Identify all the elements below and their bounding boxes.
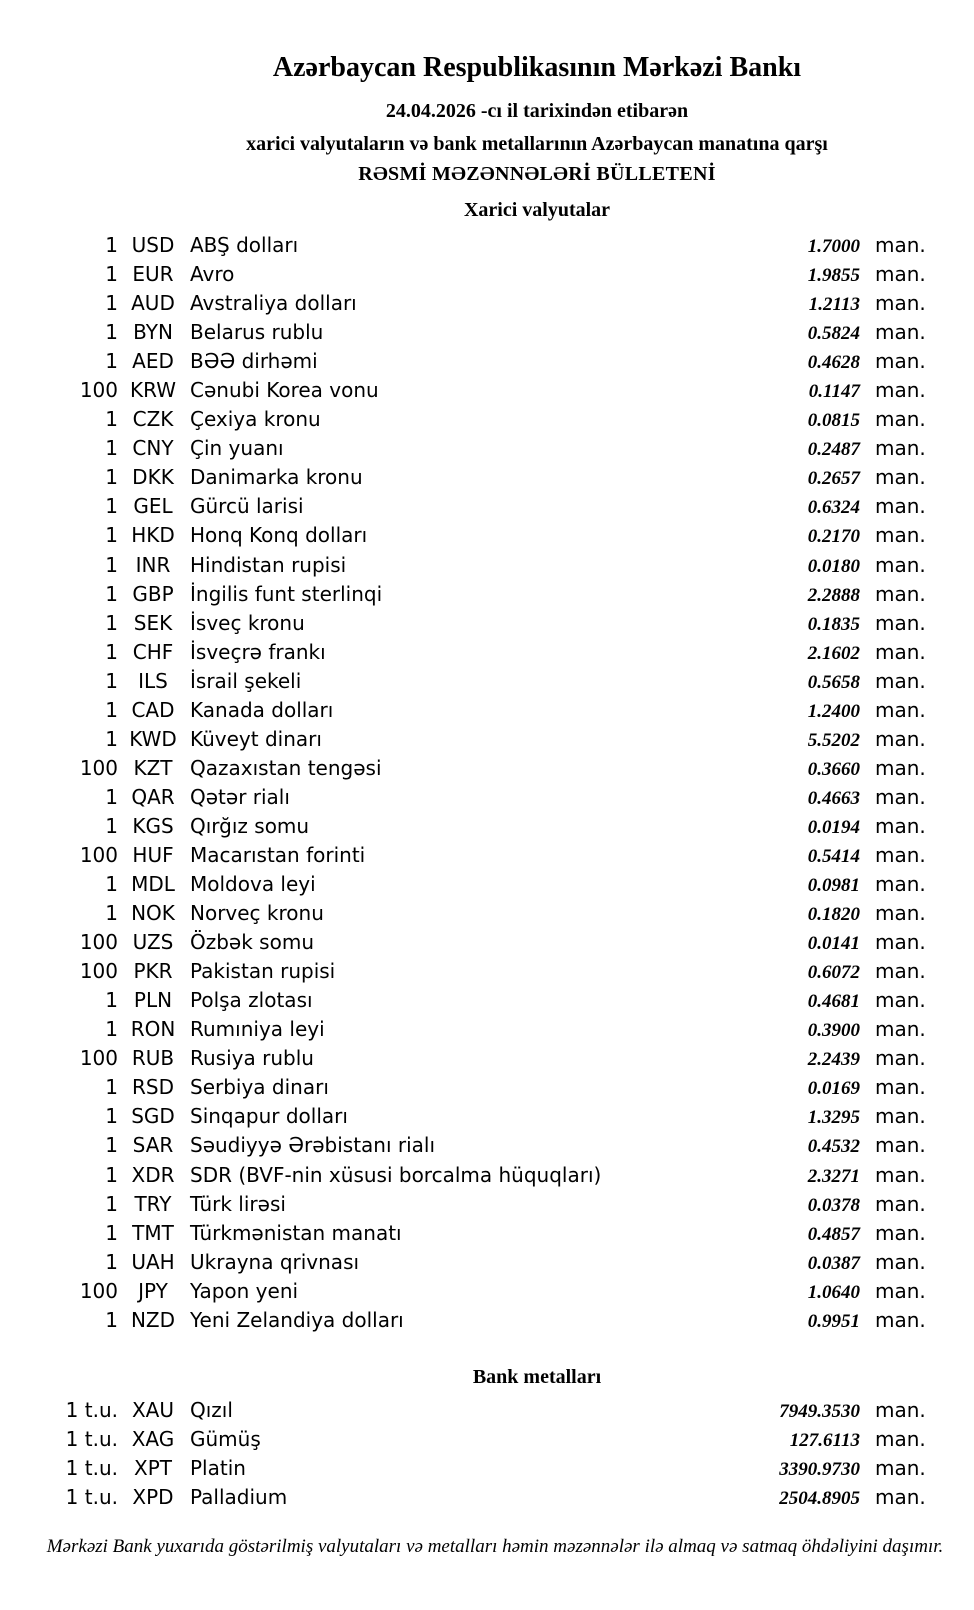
unit-label: man.: [875, 784, 926, 809]
metals-table: [0, 1396, 974, 1512]
metal-name: Gümüş: [190, 1427, 261, 1452]
bank-title: Azərbaycan Respublikasının Mərkəzi Bankı: [272, 52, 802, 83]
currency-row: [0, 1131, 974, 1160]
currencies-section-title: Xarici valyutalar: [463, 199, 611, 221]
currency-code: CHF: [132, 639, 174, 664]
metal-code: XPD: [132, 1485, 174, 1510]
unit-label: man.: [875, 1485, 926, 1510]
metal-quantity: 1 t.u.: [65, 1456, 118, 1481]
currency-row: [0, 434, 974, 463]
currency-name: Ukrayna qrivnası: [190, 1249, 360, 1274]
currency-code: TMT: [132, 1220, 174, 1245]
currency-name: Gürcü larisi: [190, 494, 304, 519]
currency-code: XDR: [131, 1162, 175, 1187]
currency-code: JPY: [138, 1278, 168, 1303]
unit-label: man.: [875, 1456, 926, 1481]
currency-quantity: 1: [105, 291, 118, 316]
currency-name: Moldova leyi: [190, 872, 316, 897]
currency-rate: 0.4681: [807, 991, 860, 1013]
currency-rate: 5.5202: [807, 729, 860, 751]
metals-section-title: Bank metalları: [472, 1366, 602, 1388]
currency-quantity: 1: [105, 784, 118, 809]
currency-name: İsveçrə frankı: [190, 639, 326, 664]
metal-row: [0, 1483, 974, 1512]
currency-row: [0, 899, 974, 928]
currency-quantity: 100: [79, 842, 118, 867]
currency-name: Danimarka kronu: [190, 465, 363, 490]
currency-row: [0, 376, 974, 405]
currency-quantity: 1: [105, 1220, 118, 1245]
metal-row: [0, 1454, 974, 1483]
metal-rate: 3390.9730: [779, 1459, 860, 1481]
currency-quantity: 100: [79, 959, 118, 984]
effective-date: 24.04.2026 -cı il tarixindən etibarən: [385, 100, 689, 122]
currency-quantity: 1: [105, 436, 118, 461]
currency-rate: 0.1147: [808, 381, 860, 403]
unit-label: man.: [875, 726, 926, 751]
currency-rate: 0.2170: [807, 526, 860, 548]
currency-code: UAH: [131, 1249, 175, 1274]
currency-name: Küveyt dinarı: [190, 726, 322, 751]
currency-quantity: 1: [105, 1133, 118, 1158]
unit-label: man.: [875, 930, 926, 955]
currency-quantity: 100: [79, 930, 118, 955]
unit-label: man.: [875, 697, 926, 722]
unit-label: man.: [875, 1398, 926, 1422]
currency-rate: 0.0815: [807, 410, 860, 432]
currency-row: [0, 638, 974, 667]
currency-code: MDL: [131, 872, 175, 897]
currency-name: BƏƏ dirhəmi: [190, 349, 318, 374]
bulletin-subtitle: xarici valyutaların və bank metallarının Azərbaycan manatına qarşı: [246, 133, 828, 155]
metal-code: XAG: [131, 1427, 175, 1452]
currency-name: Sinqapur dolları: [190, 1104, 348, 1129]
currency-code: TRY: [134, 1191, 172, 1216]
currency-code: GEL: [133, 494, 173, 519]
currency-quantity: 1: [105, 262, 118, 287]
unit-label: man.: [875, 1427, 926, 1452]
currency-quantity: 1: [105, 233, 118, 257]
currency-code: AUD: [131, 291, 175, 316]
currency-rate: 2.3271: [807, 1165, 860, 1187]
currency-name: Polşa zlotası: [190, 988, 313, 1013]
currency-rate: 0.4663: [807, 787, 860, 809]
metal-rate: 7949.3530: [779, 1401, 860, 1422]
currency-name: Qətər rialı: [190, 784, 290, 809]
currency-row: [0, 1190, 974, 1219]
currency-quantity: 1: [105, 1162, 118, 1187]
currency-row: [0, 1219, 974, 1248]
currency-quantity: 1: [105, 697, 118, 722]
unit-label: man.: [875, 407, 926, 432]
metal-name: Palladium: [190, 1485, 288, 1510]
currency-rate: 0.5414: [807, 845, 860, 867]
currency-quantity: 100: [79, 755, 118, 780]
currency-quantity: 1: [105, 813, 118, 838]
currency-quantity: 1: [105, 1017, 118, 1042]
currency-row: [0, 492, 974, 521]
currency-row: [0, 1248, 974, 1277]
currency-code: EUR: [132, 262, 174, 287]
unit-label: man.: [875, 1249, 926, 1274]
currency-row: [0, 521, 974, 550]
currency-code: NOK: [131, 901, 175, 926]
currency-code: KZT: [133, 755, 173, 780]
currency-code: HUF: [132, 842, 174, 867]
currency-quantity: 1: [105, 465, 118, 490]
currency-name: Çin yuanı: [190, 436, 284, 461]
currency-rate: 0.1835: [807, 613, 860, 635]
currency-name: SDR (BVF-nin xüsusi borcalma hüquqları): [190, 1162, 602, 1187]
currency-quantity: 1: [105, 901, 118, 926]
currency-rate: 1.7000: [807, 236, 860, 257]
currency-name: Qazaxıstan tengəsi: [190, 755, 382, 780]
currency-quantity: 1: [105, 610, 118, 635]
currency-name: Yeni Zelandiya dolları: [190, 1307, 404, 1332]
metal-code: XPT: [134, 1456, 172, 1481]
currency-quantity: 1: [105, 1075, 118, 1100]
currency-rate: 0.3660: [807, 758, 860, 780]
unit-label: man.: [875, 813, 926, 838]
currency-row: [0, 725, 974, 754]
currency-rate: 0.0180: [807, 555, 860, 577]
currency-name: Avro: [190, 262, 235, 287]
currency-name: Rusiya rublu: [190, 1046, 314, 1071]
currency-row: [0, 551, 974, 580]
currency-name: Kanada dolları: [190, 697, 334, 722]
currency-quantity: 1: [105, 320, 118, 345]
unit-label: man.: [875, 436, 926, 461]
metal-rate: 2504.8905: [779, 1488, 860, 1510]
unit-label: man.: [875, 755, 926, 780]
unit-label: man.: [875, 581, 926, 606]
currency-code: GBP: [132, 581, 174, 606]
currency-rate: 0.5824: [807, 323, 860, 345]
currency-quantity: 1: [105, 349, 118, 374]
currency-code: HKD: [131, 523, 175, 548]
currency-code: AED: [132, 349, 174, 374]
currency-rate: 0.2487: [807, 439, 860, 461]
unit-label: man.: [875, 988, 926, 1013]
currency-row: [0, 986, 974, 1015]
currency-code: ILS: [138, 668, 168, 693]
currency-row: [0, 1102, 974, 1131]
currency-row: [0, 1073, 974, 1102]
currency-quantity: 100: [79, 378, 118, 403]
currency-code: KRW: [130, 378, 176, 403]
unit-label: man.: [875, 1191, 926, 1216]
currency-quantity: 1: [105, 1191, 118, 1216]
currency-row: [0, 609, 974, 638]
currency-rate: 0.5658: [807, 671, 860, 693]
currency-code: QAR: [131, 784, 175, 809]
currency-row: [0, 812, 974, 841]
currency-row: [0, 957, 974, 986]
currency-quantity: 100: [79, 1278, 118, 1303]
currency-rate: 1.2400: [807, 700, 860, 722]
currency-quantity: 1: [105, 1104, 118, 1129]
currency-quantity: 1: [105, 726, 118, 751]
currency-code: KGS: [132, 813, 174, 838]
currency-row: [0, 696, 974, 725]
currency-rate: 0.0169: [807, 1078, 860, 1100]
currency-rate: 0.4628: [807, 352, 860, 374]
currency-name: Hindistan rupisi: [190, 552, 347, 577]
currency-row: [0, 870, 974, 899]
currency-code: PLN: [133, 988, 173, 1013]
currency-row: [0, 841, 974, 870]
currency-rate: 0.3900: [807, 1020, 860, 1042]
unit-label: man.: [875, 320, 926, 345]
currency-rate: 0.0194: [807, 816, 860, 838]
currency-rate: 0.1820: [807, 904, 860, 926]
unit-label: man.: [875, 523, 926, 548]
currency-rate: 1.9855: [807, 265, 860, 287]
currency-row: [0, 1161, 974, 1190]
currencies-table: [0, 231, 974, 1335]
bulletin-title: RƏSMİ MƏZƏNNƏLƏRİ BÜLLETENİ: [358, 163, 716, 185]
unit-label: man.: [875, 1075, 926, 1100]
currency-name: Avstraliya dolları: [190, 291, 357, 316]
currency-name: Səudiyyə Ərəbistanı rialı: [190, 1133, 436, 1158]
currency-name: ABŞ dolları: [190, 233, 299, 257]
unit-label: man.: [875, 1104, 926, 1129]
currency-row: [0, 231, 974, 260]
currency-row: [0, 347, 974, 376]
currency-quantity: 1: [105, 581, 118, 606]
unit-label: man.: [875, 465, 926, 490]
currency-row: [0, 1277, 974, 1306]
currency-row: [0, 1306, 974, 1335]
currency-code: CNY: [132, 436, 174, 461]
currency-code: SEK: [133, 610, 173, 635]
unit-label: man.: [875, 639, 926, 664]
unit-label: man.: [875, 1046, 926, 1071]
currency-row: [0, 463, 974, 492]
metal-quantity: 1 t.u.: [65, 1398, 118, 1422]
currency-name: Özbək somu: [190, 930, 314, 955]
currency-name: İsrail şekeli: [190, 668, 302, 693]
currency-name: Pakistan rupisi: [190, 959, 336, 984]
currency-code: SGD: [131, 1104, 175, 1129]
currency-rate: 0.2657: [807, 468, 860, 490]
currency-rate: 1.2113: [808, 294, 860, 316]
currency-code: RON: [130, 1017, 176, 1042]
currency-name: Rumıniya leyi: [190, 1017, 325, 1042]
unit-label: man.: [875, 1133, 926, 1158]
currency-row: [0, 318, 974, 347]
currency-quantity: 1: [105, 1307, 118, 1332]
currency-name: Macarıstan forinti: [190, 842, 366, 867]
currency-code: KWD: [129, 726, 177, 751]
currency-code: RSD: [132, 1075, 174, 1100]
currency-code: UZS: [132, 930, 174, 955]
currency-name: Serbiya dinarı: [190, 1075, 329, 1100]
currency-code: NZD: [130, 1307, 176, 1332]
currency-code: USD: [131, 233, 175, 257]
unit-label: man.: [875, 494, 926, 519]
currency-name: Qırğız somu: [190, 813, 310, 838]
unit-label: man.: [875, 901, 926, 926]
unit-label: man.: [875, 1162, 926, 1187]
metal-name: Qızıl: [190, 1398, 233, 1422]
currency-rate: 0.6324: [807, 497, 860, 519]
currency-code: BYN: [133, 320, 173, 345]
unit-label: man.: [875, 378, 926, 403]
unit-label: man.: [875, 233, 926, 257]
currency-rate: 2.2888: [807, 584, 860, 606]
currency-rate: 2.1602: [807, 642, 860, 664]
currency-rate: 0.4857: [807, 1223, 860, 1245]
currency-row: [0, 405, 974, 434]
currency-quantity: 1: [105, 988, 118, 1013]
currency-quantity: 1: [105, 552, 118, 577]
currency-code: RUB: [131, 1046, 175, 1071]
unit-label: man.: [875, 1278, 926, 1303]
currency-rate: 0.0981: [807, 875, 860, 897]
currency-rate: 2.2439: [807, 1049, 860, 1071]
currency-code: DKK: [132, 465, 174, 490]
currency-name: Çexiya kronu: [190, 407, 321, 432]
unit-label: man.: [875, 1307, 926, 1332]
currency-code: SAR: [132, 1133, 174, 1158]
unit-label: man.: [875, 1220, 926, 1245]
currency-name: Cənubi Korea vonu: [190, 378, 379, 403]
currency-rate: 1.3295: [807, 1107, 860, 1129]
currency-quantity: 100: [79, 1046, 118, 1071]
currency-code: PKR: [133, 959, 173, 984]
unit-label: man.: [875, 842, 926, 867]
currency-rate: 0.0141: [807, 933, 860, 955]
currency-name: İngilis funt sterlinqi: [190, 581, 383, 606]
unit-label: man.: [875, 552, 926, 577]
metal-code: XAU: [131, 1398, 175, 1422]
currency-rate: 0.6072: [807, 962, 860, 984]
unit-label: man.: [875, 959, 926, 984]
currency-row: [0, 289, 974, 318]
unit-label: man.: [875, 872, 926, 897]
currency-quantity: 1: [105, 639, 118, 664]
currency-rate: 0.9951: [807, 1310, 860, 1332]
currency-code: CAD: [131, 697, 175, 722]
unit-label: man.: [875, 1017, 926, 1042]
unit-label: man.: [875, 291, 926, 316]
metal-quantity: 1 t.u.: [65, 1427, 118, 1452]
unit-label: man.: [875, 349, 926, 374]
currency-quantity: 1: [105, 1249, 118, 1274]
currency-row: [0, 580, 974, 609]
currency-name: İsveç kronu: [190, 610, 305, 635]
currency-quantity: 1: [105, 523, 118, 548]
currency-rate: 0.0387: [807, 1252, 860, 1274]
currency-quantity: 1: [105, 668, 118, 693]
currency-name: Yapon yeni: [190, 1278, 299, 1303]
currency-code: CZK: [132, 407, 174, 432]
footer-note: Mərkəzi Bank yuxarıda göstərilmiş valyutaları və metalları həmin məzənnələr ilə almaq və satmaq öhdəliyini daşımır.: [46, 1536, 944, 1557]
currency-row: [0, 928, 974, 957]
unit-label: man.: [875, 668, 926, 693]
currency-quantity: 1: [105, 872, 118, 897]
currency-rate: 0.4532: [807, 1136, 860, 1158]
currency-rate: 0.0378: [807, 1194, 860, 1216]
currency-code: INR: [135, 552, 171, 577]
currency-name: Türkmənistan manatı: [190, 1220, 402, 1245]
currency-row: [0, 754, 974, 783]
currency-quantity: 1: [105, 407, 118, 432]
currency-name: Belarus rublu: [190, 320, 324, 345]
metal-row: [0, 1425, 974, 1454]
currency-row: [0, 667, 974, 696]
metal-quantity: 1 t.u.: [65, 1485, 118, 1510]
metal-name: Platin: [190, 1456, 246, 1481]
currency-row: [0, 260, 974, 289]
currency-name: Honq Konq dolları: [190, 523, 368, 548]
currency-rate: 1.0640: [807, 1281, 860, 1303]
currency-row: [0, 1015, 974, 1044]
currency-quantity: 1: [105, 494, 118, 519]
unit-label: man.: [875, 262, 926, 287]
metal-row: [0, 1396, 974, 1425]
unit-label: man.: [875, 610, 926, 635]
currency-row: [0, 1044, 974, 1073]
currency-row: [0, 783, 974, 812]
currency-name: Norveç kronu: [190, 901, 324, 926]
metal-rate: 127.6113: [789, 1430, 860, 1452]
currency-name: Türk lirəsi: [190, 1191, 286, 1216]
